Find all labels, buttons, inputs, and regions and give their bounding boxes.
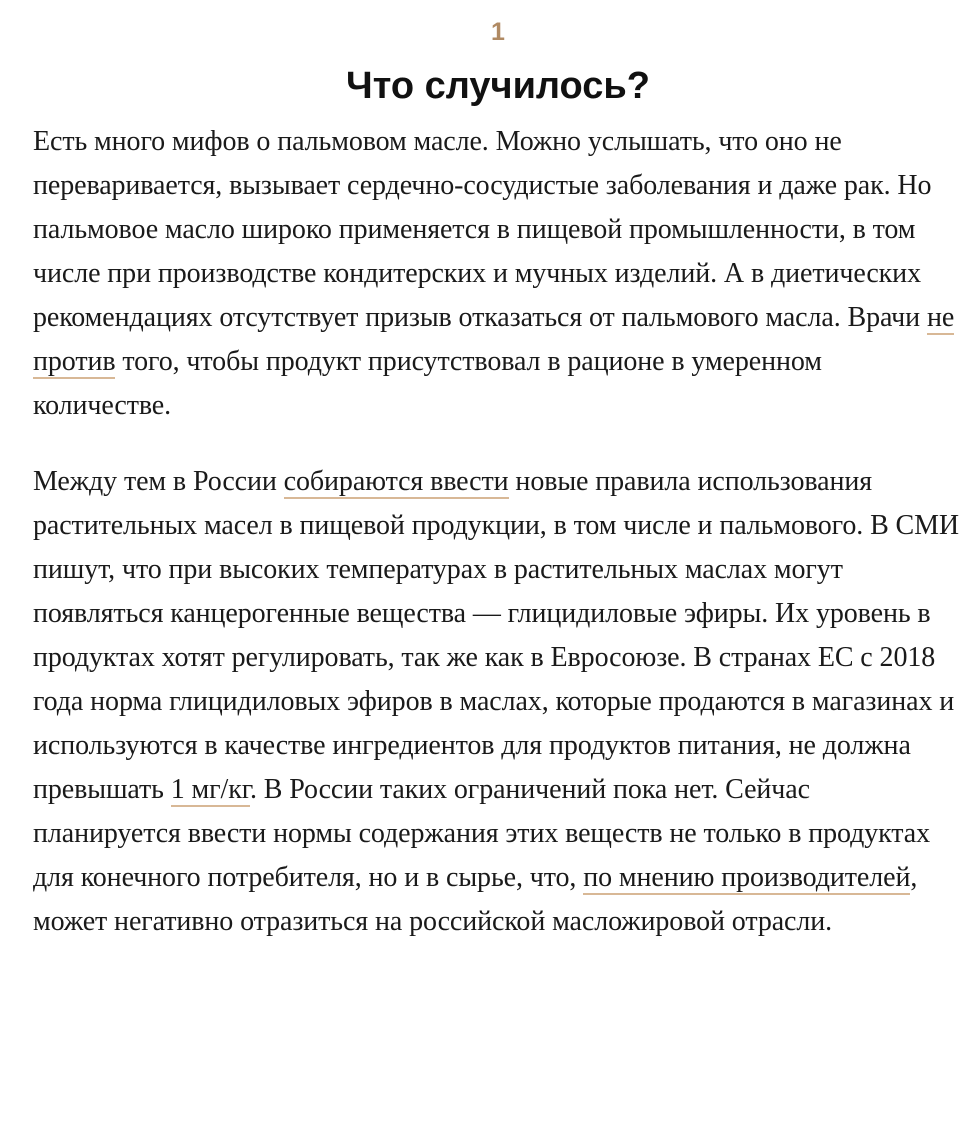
paragraph <box>33 120 963 428</box>
section-number: 1 <box>491 18 505 46</box>
paragraph-text: , может негативно отразиться на российской масложировой отрасли. <box>33 862 918 937</box>
link-ne-protiv[interactable]: не против <box>33 302 955 377</box>
article <box>33 14 963 944</box>
paragraph-text: . В России таких ограничений пока нет. Сейчас планируется ввести нормы содержания этих веществ не только в продуктах для конечного потребителя, но и в сырье, что, <box>33 774 930 893</box>
section-title: Что случилось? <box>346 65 650 107</box>
paragraph <box>33 460 963 944</box>
paragraph-text: новые правила использования растительных масел в пищевой продукции, в том числе и пальмового. В СМИ пишут, что при высоких температурах в растительных маслах могут появляться канцерогенные вещества — глицидиловые эфиры. Их уровень в продуктах хотят регулировать, так же как в Евросоюзе. В странах ЕС с 2018 года норма глицидиловых эфиров в маслах, которые продаются в магазинах и используются в качестве ингредиентов для продуктов питания, не должна превышать <box>33 466 960 805</box>
paragraph-text: того, чтобы продукт присутствовал в рационе в умеренном количестве. <box>33 346 822 421</box>
paragraph-text: Между тем в России <box>33 466 284 497</box>
paragraph-text: Есть много мифов о пальмовом масле. Можно услышать, что оно не переваривается, вызывает сердечно-сосудистые заболевания и даже рак. Но пальмовое масло широко применяется в пищевой промышленности, в том числе при производстве кондитерских и мучных изделий. А в диетических рекомендациях отсутствует призыв отказаться от пальмового масла. Врачи <box>33 126 932 333</box>
link-sobirayutsya-vvesti[interactable]: собираются ввести <box>283 466 509 497</box>
link-po-mneniyu-proizvoditeley[interactable]: по мнению производителей <box>583 862 911 893</box>
link-1-mg-kg[interactable]: 1 мг/кг <box>170 774 250 805</box>
